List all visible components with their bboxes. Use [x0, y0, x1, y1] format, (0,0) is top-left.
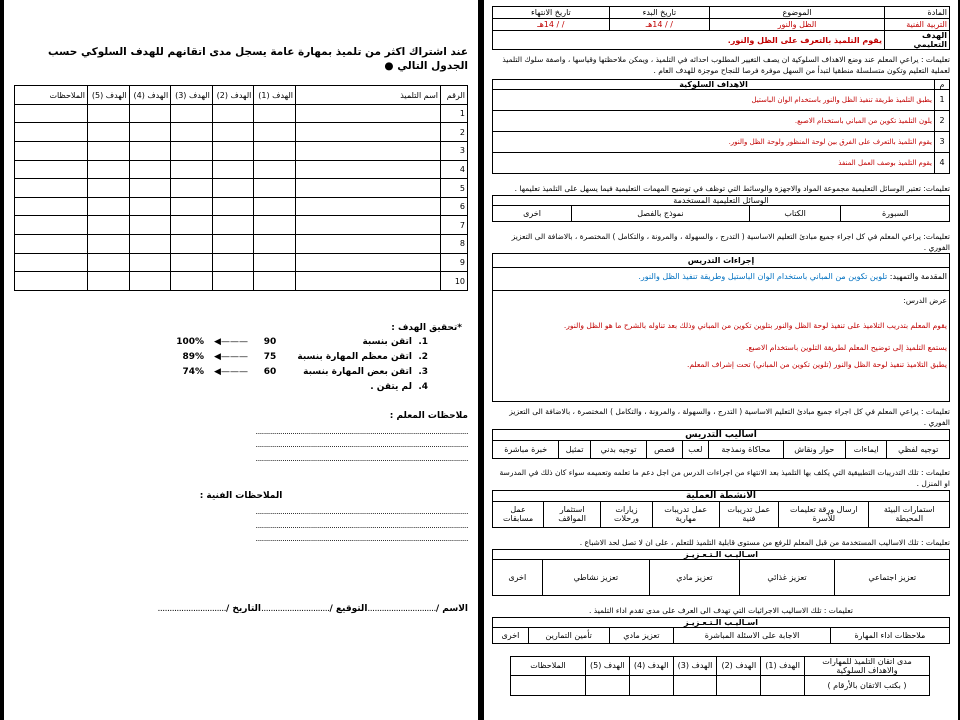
start-label: تاريخ البدء — [609, 7, 709, 19]
methods-table — [492, 429, 950, 459]
dotted-line: ........................................................................................................ — [255, 534, 468, 544]
instructions-methods: تعليمات : يراعي المعلم في كل اجراء جميع مبادئ التعليم الاساسية ( التدرج ، والسهولة ، والمرونة ، والتكامل ) المختصرة ، بالاضافة الى التعزيز الفوري . — [509, 407, 950, 428]
table-cell[interactable] — [15, 272, 88, 291]
goal-row — [14, 365, 462, 380]
table-cell[interactable] — [129, 272, 171, 291]
table-cell[interactable] — [129, 216, 171, 235]
activities-title: الانشطة العملية — [493, 490, 950, 501]
table-cell[interactable] — [254, 235, 296, 254]
table-cell[interactable] — [15, 197, 88, 216]
start-value: / / 14هـ — [609, 19, 709, 31]
activity-option[interactable]: استمارات البيئة المحيطة — [869, 501, 950, 527]
activity-option[interactable]: زيارات ورحلات — [601, 501, 653, 527]
method-option[interactable]: توجيه لفظي — [887, 441, 950, 459]
table-cell[interactable] — [296, 160, 441, 179]
goal-value: 75 — [263, 352, 277, 363]
goal-achievement — [14, 323, 468, 395]
table-cell[interactable] — [129, 197, 171, 216]
row-number: 3 — [441, 142, 468, 161]
table-cell[interactable] — [15, 142, 88, 161]
step: يطبق التلاميذ تنفيذ لوحة الظل والنور (تلوين تكوين من المباني) تحت إشراف المعلم. — [687, 359, 947, 369]
objective-row — [493, 89, 950, 110]
table-cell[interactable] — [212, 142, 254, 161]
dotted-line: ........................................................................................................ — [255, 426, 468, 436]
table-row — [15, 123, 468, 142]
table-cell[interactable] — [171, 160, 213, 179]
method-option[interactable]: لعب — [682, 441, 708, 459]
table-cell[interactable] — [171, 253, 213, 272]
intro-text: عند اشتراك اكثر من تلميذ بمهارة عامة يسجل مدى اتقانهم للهدف السلوكي حسب الجدول التالي — [47, 46, 468, 72]
goal-label: الهدف التعليمي — [885, 31, 950, 50]
table-cell[interactable] — [88, 197, 130, 216]
instructions-activities: تعليمات : تلك التدريبات التطبيقية التي يكلف بها التلميذ بعد الانتهاء من اجراءات الدرس من اجل دعم ما تعلمه وتعميمه سواء كان ذلك في المدرسة او المنزل . — [499, 468, 950, 488]
goal-row — [14, 380, 462, 395]
objective-num-header: م — [935, 79, 950, 89]
table-row — [15, 142, 468, 161]
table-cell[interactable] — [15, 216, 88, 235]
media-title: الوسائل التعليمية المستخدمة — [493, 195, 950, 205]
objective-text: يقوم التلميذ بوصف العمل المنفذ — [493, 152, 935, 173]
lesson-header-table — [492, 6, 950, 50]
mastery-cell[interactable] — [586, 675, 630, 695]
mastery-header: الهدف (5) — [586, 656, 630, 675]
goal-percent: 100% — [176, 337, 204, 348]
table-cell[interactable] — [15, 179, 88, 198]
goal-label: اتقن بنسبة — [362, 337, 412, 348]
evaluation-option[interactable]: اخرى — [493, 627, 529, 643]
table-cell[interactable] — [296, 123, 441, 142]
table-cell[interactable] — [171, 216, 213, 235]
instructions-media: تعليمات: تعتبر الوسائل التعليمية مجموعة المواد والاجهزة والوسائط التي توظف في توضيح المهمات التعليمية فيما يسهل على التلميذ تعليمها . — [514, 183, 950, 193]
table-cell[interactable] — [88, 142, 130, 161]
right-page — [484, 0, 958, 720]
reinforcement-option[interactable]: تعزيز غذائي — [739, 559, 835, 595]
dotted-line: ........................................................................................................ — [255, 520, 468, 530]
table-cell[interactable] — [15, 160, 88, 179]
goal-num: 2. — [418, 352, 428, 363]
media-option[interactable]: الكتاب — [749, 205, 841, 221]
col-header: الهدف (4) — [129, 86, 171, 105]
activities-table — [492, 490, 950, 528]
table-cell[interactable] — [296, 272, 441, 291]
topic-label: الموضوع — [710, 7, 885, 19]
row-number: 1 — [441, 104, 468, 123]
row-number: 2 — [441, 123, 468, 142]
reinforcement-option[interactable]: تعزيز اجتماعي — [835, 559, 950, 595]
bullet-icon: ● — [384, 59, 394, 72]
goal-percent: 74% — [182, 367, 204, 378]
mastery-header: الهدف (3) — [673, 656, 717, 675]
table-cell[interactable] — [212, 104, 254, 123]
activity-option[interactable]: عمل تدريبات فنية — [719, 501, 779, 527]
date-label: التاريخ / — [226, 603, 262, 614]
arrow-left-icon: ◀——— — [214, 337, 248, 348]
mastery-label: مدى اتقان التلميذ للمهارات والاهداف السلوكية — [805, 656, 930, 675]
mastery-header: الهدف (1) — [761, 656, 805, 675]
procedures-title: إجراءات التدريس — [493, 254, 949, 268]
table-cell[interactable] — [296, 104, 441, 123]
evaluation-option[interactable]: تأمين التمارين — [528, 627, 609, 643]
table-cell[interactable] — [212, 235, 254, 254]
table-cell[interactable] — [212, 160, 254, 179]
topic-value: الظل والنور — [710, 19, 885, 31]
methods-title: اساليب التدريس — [493, 430, 950, 441]
goal-value: 60 — [263, 367, 277, 378]
table-cell[interactable] — [129, 123, 171, 142]
method-option[interactable]: حوار ونقاش — [783, 441, 845, 459]
goal-label: لم يتقن . — [370, 382, 412, 393]
table-cell[interactable] — [254, 197, 296, 216]
mastery-header: الهدف (4) — [629, 656, 673, 675]
present-row — [493, 291, 949, 401]
instructions-evaluation: تعليمات : تلك الاساليب الاجرائيات التي تهدف الى العرف على مدى تقدم اداء التلميذ . — [589, 605, 853, 615]
goal-num: 1. — [418, 337, 428, 348]
dotted-line: ........................................................................................................ — [255, 440, 468, 450]
table-cell[interactable] — [171, 104, 213, 123]
table-cell[interactable] — [171, 197, 213, 216]
table-cell[interactable] — [129, 142, 171, 161]
instructions-objectives: تعليمات : يراعي المعلم عند وضع الاهداف السلوكية ان يصف التغيير المطلوب احداثه في التلميذ ، ويمكن ملاحظتها وقياسها ، واصفة سلوك التلميذ لعملية التعليم وتكون متسلسلة منطقيا لتبدأ من السهل موفرة فرصا للنجاح موجزة للهدف العام . — [502, 55, 950, 75]
dotted-line: ........................................................................................................ — [255, 507, 468, 517]
goal-num: 4. — [418, 382, 428, 393]
goal-value: 90 — [263, 337, 277, 348]
method-option[interactable]: تمثيل — [559, 441, 590, 459]
instructions-procedures: تعليمات: يراعي المعلم في كل اجراء جميع مبادئ التعليم الاساسية ( التدرج ، والسهولة ، والمرونة ، والتكامل ) المختصرة ، بالاضافة الى التعزيز الفوري . — [511, 231, 950, 252]
objective-text: يلون التلميذ تكوين من المباني باستخدام الاصبع. — [493, 110, 935, 131]
mastery-cell[interactable] — [761, 675, 805, 695]
reinforcement-option[interactable]: اخرى — [493, 559, 543, 595]
tech-notes-lines — [14, 505, 468, 546]
table-header-row — [15, 86, 468, 105]
table-cell[interactable] — [254, 272, 296, 291]
table-cell[interactable] — [88, 235, 130, 254]
end-label: تاريخ الانتهاء — [493, 7, 610, 19]
table-cell[interactable] — [296, 253, 441, 272]
method-option[interactable]: محاكاة ونمذجة — [709, 441, 784, 459]
table-cell[interactable] — [254, 253, 296, 272]
row-number: 5 — [441, 179, 468, 198]
table-row — [15, 253, 468, 272]
goal-label: اتقن بعض المهارة بنسبة — [303, 367, 412, 378]
activity-option[interactable]: ارسال ورقة تعليمات للأسرة — [779, 501, 869, 527]
table-cell[interactable] — [296, 142, 441, 161]
table-cell[interactable] — [212, 197, 254, 216]
arrow-left-icon: ◀——— — [214, 367, 248, 378]
table-cell[interactable] — [129, 235, 171, 254]
table-cell[interactable] — [212, 216, 254, 235]
media-option[interactable]: نموذج بالفصل — [572, 205, 750, 221]
goal-title: *تحقيق الهدف : — [391, 322, 462, 333]
objective-num: 4 — [935, 152, 950, 173]
table-cell[interactable] — [15, 104, 88, 123]
step: يستمع التلميذ إلى توضيح المعلم لطريقة التلوين باستخدام الاصبع. — [745, 343, 947, 353]
objective-num: 1 — [935, 89, 950, 110]
teacher-notes-title: ملاحظات المعلم : — [389, 410, 468, 421]
procedures-box — [492, 253, 950, 402]
table-cell[interactable] — [296, 179, 441, 198]
method-option[interactable]: توجيه بدني — [590, 441, 646, 459]
table-cell[interactable] — [129, 104, 171, 123]
mastery-cell[interactable] — [511, 675, 586, 695]
activity-option[interactable]: عمل تدريبات مهارية — [652, 501, 719, 527]
table-cell[interactable] — [15, 253, 88, 272]
mastery-cell[interactable] — [673, 675, 717, 695]
mastery-sub: ( بكتب الاتقان بالأرقام ) — [805, 675, 930, 695]
table-cell[interactable] — [88, 160, 130, 179]
table-row — [15, 216, 468, 235]
col-header: الهدف (3) — [171, 86, 213, 105]
table-cell[interactable] — [212, 123, 254, 142]
present-label: عرض الدرس: — [903, 296, 947, 306]
name-label: الاسم / — [435, 603, 468, 614]
table-cell[interactable] — [171, 123, 213, 142]
reinforcement-table — [492, 549, 950, 596]
table-row — [15, 272, 468, 291]
goal-percent: 89% — [182, 352, 204, 363]
subject-value: التربية الفنية — [885, 19, 950, 31]
table-row — [15, 235, 468, 254]
mastery-cell[interactable] — [629, 675, 673, 695]
table-cell[interactable] — [88, 272, 130, 291]
table-cell[interactable] — [171, 272, 213, 291]
table-cell[interactable] — [171, 142, 213, 161]
col-header: الهدف (2) — [212, 86, 254, 105]
media-option[interactable]: السبورة — [841, 205, 950, 221]
objective-row — [493, 131, 950, 152]
arrow-left-icon: ◀——— — [214, 352, 248, 363]
table-cell[interactable] — [254, 160, 296, 179]
table-cell[interactable] — [88, 216, 130, 235]
objectives-header: الاهداف السلوكية — [493, 79, 935, 89]
table-cell[interactable] — [254, 142, 296, 161]
col-header: اسم التلميذ — [296, 86, 441, 105]
mastery-cell[interactable] — [717, 675, 761, 695]
table-cell[interactable] — [212, 253, 254, 272]
sign-label: التوقيع / — [329, 603, 368, 614]
evaluation-option[interactable]: ملاحظات اداء المهارة — [830, 627, 949, 643]
left-intro — [14, 46, 468, 73]
table-cell[interactable] — [254, 179, 296, 198]
mastery-table — [510, 656, 930, 696]
left-page — [4, 0, 478, 720]
students-mastery-table — [14, 85, 468, 291]
media-table — [492, 195, 950, 222]
table-row — [15, 104, 468, 123]
reinforcement-option[interactable]: تعزيز نشاطي — [542, 559, 649, 595]
table-cell[interactable] — [88, 253, 130, 272]
media-option[interactable]: اخرى — [493, 205, 572, 221]
row-number: 6 — [441, 197, 468, 216]
end-value: / / 14هـ — [493, 19, 610, 31]
table-cell[interactable] — [88, 179, 130, 198]
reinforcement-option[interactable]: تعزيز مادي — [650, 559, 739, 595]
table-cell[interactable] — [15, 235, 88, 254]
instructions-reinforcement: تعليمات : تلك الاساليب المستخدمة من قبل المعلم للرفع من مستوى قابلية التلميذ للتعلم ، على ان لا تصل لحد الاشباع . — [579, 537, 950, 547]
objectives-table — [492, 79, 950, 174]
mastery-header: الملاحظات — [511, 656, 586, 675]
subject-label: المادة — [885, 7, 950, 19]
row-number: 10 — [441, 272, 468, 291]
step: يقوم المعلم بتدريب التلاميذ على تنفيذ لوحة الظل والنور بتلوين تكوين من المباني وذلك بعد تناوله بالشرح ما هو الظل والنور. — [563, 320, 947, 330]
method-option[interactable]: قصص — [647, 441, 682, 459]
table-cell[interactable] — [129, 160, 171, 179]
objective-row — [493, 110, 950, 131]
table-cell[interactable] — [254, 104, 296, 123]
col-header: الملاحظات — [15, 86, 88, 105]
method-option[interactable]: ايماءات — [845, 441, 887, 459]
table-cell[interactable] — [296, 197, 441, 216]
table-row — [15, 179, 468, 198]
table-row — [15, 197, 468, 216]
goal-row — [14, 335, 462, 350]
activity-option[interactable]: عمل مسابقات — [493, 501, 544, 527]
mastery-header: الهدف (2) — [717, 656, 761, 675]
intro-text: تلوين تكوين من المباني باستخدام الوان الباستيل وطريقة تنفيذ الظل والنور. — [638, 272, 888, 282]
objective-num: 2 — [935, 110, 950, 131]
intro-row — [493, 268, 949, 291]
table-cell[interactable] — [212, 179, 254, 198]
objective-num: 3 — [935, 131, 950, 152]
evaluation-option[interactable]: تعزيز مادي — [609, 627, 674, 643]
table-cell[interactable] — [254, 216, 296, 235]
table-cell[interactable] — [129, 253, 171, 272]
objective-row — [493, 152, 950, 173]
row-number: 4 — [441, 160, 468, 179]
table-row — [15, 160, 468, 179]
table-cell[interactable] — [88, 104, 130, 123]
goal-row — [14, 350, 462, 365]
reinforcement-title: اسـاليـب الـتـعـزيـز — [493, 549, 950, 559]
table-cell[interactable] — [296, 235, 441, 254]
table-cell[interactable] — [88, 123, 130, 142]
objective-text: يطبق التلميذ طريقة تنفيذ الظل والنور باستخدام الوان الباستيل — [493, 89, 935, 110]
table-cell[interactable] — [296, 216, 441, 235]
col-header: الهدف (5) — [88, 86, 130, 105]
table-cell[interactable] — [15, 123, 88, 142]
dotted-line: ........................................................................................................ — [255, 453, 468, 463]
evaluation-option[interactable]: الاجابة على الاسئلة المباشرة — [674, 627, 831, 643]
table-cell[interactable] — [254, 123, 296, 142]
intro-label: المقدمة والتمهيد: — [889, 272, 947, 282]
row-number: 7 — [441, 216, 468, 235]
row-number: 8 — [441, 235, 468, 254]
activity-option[interactable]: استثمار المواقف — [544, 501, 601, 527]
col-header: الرقم — [441, 86, 468, 105]
tech-notes-title: الملاحظات الفنية : — [199, 491, 283, 502]
goal-num: 3. — [418, 367, 428, 378]
evaluation-table — [492, 617, 950, 644]
goal-label: اتقن معظم المهارة بنسبة — [297, 352, 412, 363]
method-option[interactable]: خبرة مباشرة — [493, 441, 559, 459]
table-cell[interactable] — [171, 179, 213, 198]
objective-text: يقوم التلميذ بالتعرف على الفرق بين لوحة المنظور ولوحة الظل والنور. — [493, 131, 935, 152]
goal-value: يقوم التلميذ بالتعرف على الظل والنور. — [493, 31, 885, 50]
teacher-notes-lines — [14, 425, 468, 466]
evaluation-title: اسـاليـب الـتـعـزيـز — [493, 617, 950, 627]
table-cell[interactable] — [129, 179, 171, 198]
row-number: 9 — [441, 253, 468, 272]
col-header: الهدف (1) — [254, 86, 296, 105]
table-cell[interactable] — [171, 235, 213, 254]
table-cell[interactable] — [212, 272, 254, 291]
signature-footer: الاسم / ............................. التوقيع / ............................. التاريخ / ............................. — [157, 603, 468, 614]
